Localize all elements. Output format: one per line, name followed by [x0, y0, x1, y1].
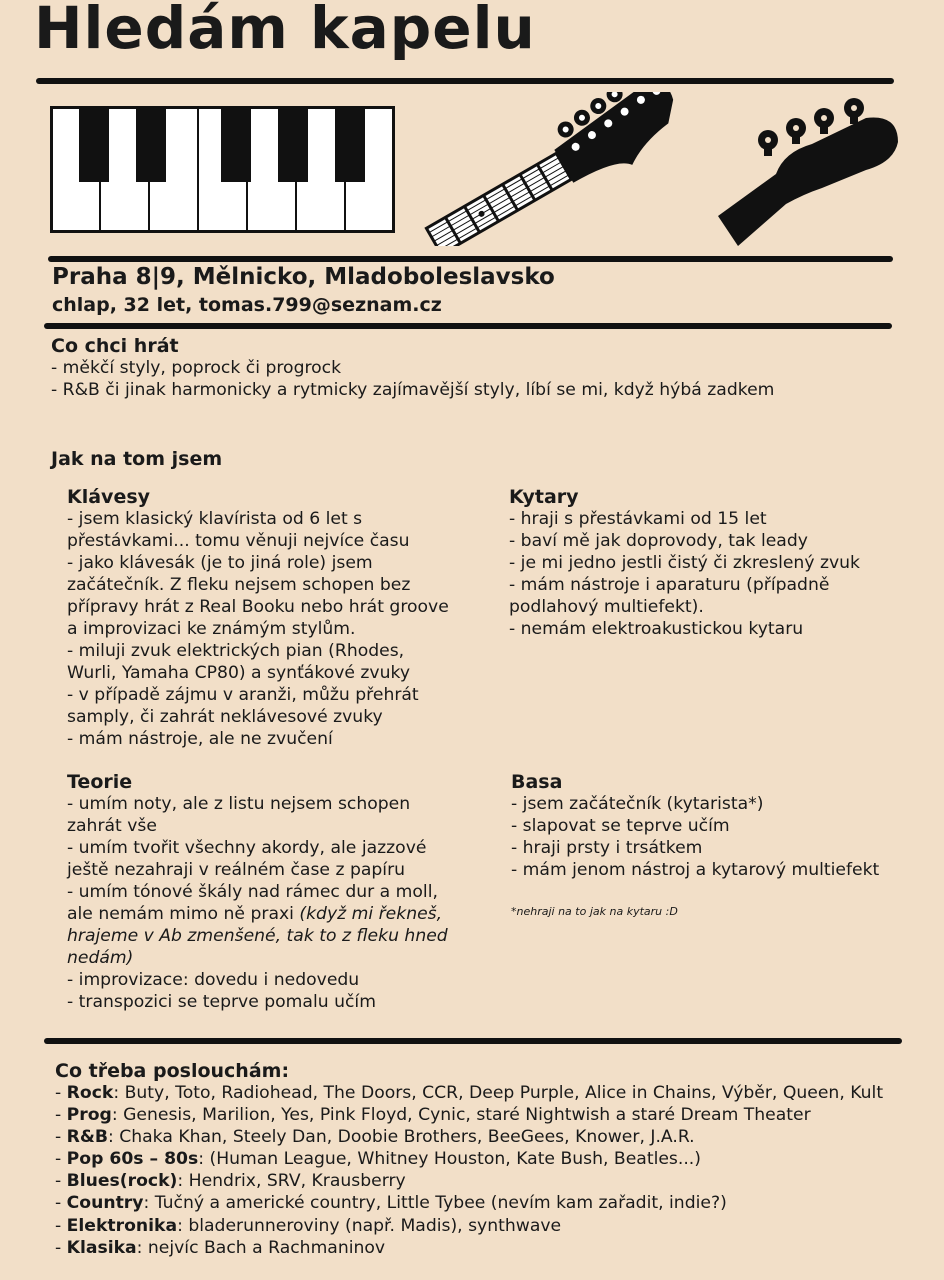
keys-line: - mám nástroje, ale ne zvučení — [67, 729, 333, 749]
bass-footnote: *nehraji na to jak na kytaru :D — [511, 905, 678, 918]
keys-line: přípravy hrát z Real Booku nebo hrát groove — [67, 597, 449, 617]
divider-4 — [44, 1038, 902, 1044]
guitars-line: podlahový multiefekt). — [509, 597, 704, 617]
keys-line: Wurli, Yamaha CP80) a synťákové zvuky — [67, 663, 411, 683]
top-divider — [36, 78, 894, 84]
bass-line: - slapovat se teprve učím — [511, 816, 730, 836]
guitars-heading: Kytary — [509, 486, 579, 508]
theory-line: - improvizace: dovedu i nedovedu — [67, 970, 360, 990]
genre-label: Prog — [66, 1105, 112, 1126]
theory-line: - umím noty, ale z listu nejsem schopen — [67, 794, 411, 814]
keys-line: začátečník. Z fleku nejsem schopen bez — [67, 575, 411, 595]
skills-heading: Jak na tom jsem — [51, 448, 223, 470]
theory-line: - umím tvořit všechny akordy, ale jazzové — [67, 838, 427, 858]
listening-item: - Prog: Genesis, Marilion, Yes, Pink Floyd, Cynic, staré Nightwish a staré Dream Theater — [55, 1105, 811, 1126]
genre-artists: : Tučný a americké country, Little Tybee (nevím kam zařadit, indie?) — [143, 1193, 727, 1214]
listening-item: - R&B: Chaka Khan, Steely Dan, Doobie Brothers, BeeGees, Knower, J.A.R. — [55, 1127, 695, 1148]
keys-line: a improvizaci ke známým stylům. — [67, 619, 356, 639]
want-line: - R&B či jinak harmonicky a rytmicky zajímavější styly, líbí se mi, když hýbá zadkem — [51, 380, 775, 400]
genre-label: Pop 60s – 80s — [66, 1149, 199, 1170]
want-heading: Co chci hrát — [51, 335, 179, 357]
genre-artists: : Buty, Toto, Radiohead, The Doors, CCR, Deep Purple, Alice in Chains, Výběr, Queen, Kult — [113, 1083, 884, 1103]
listening-item: - Klasika: nejvíc Bach a Rachmaninov — [55, 1237, 386, 1258]
theory-line-plain: ale nemám mimo ně praxi — [67, 904, 300, 924]
theory-section — [67, 771, 448, 1013]
genre-artists: : Chaka Khan, Steely Dan, Doobie Brothers, BeeGees, Knower, J.A.R. — [108, 1127, 695, 1148]
bass-line: - hraji prsty i trsátkem — [511, 838, 703, 858]
genre-label: Rock — [66, 1083, 114, 1103]
theory-line-italic: (když mi řekneš, — [299, 904, 443, 924]
want-section — [51, 335, 774, 401]
divider-3 — [44, 323, 892, 329]
theory-line: - transpozici se teprve pomalu učím — [67, 992, 376, 1012]
theory-line: ještě nezahraji v reálném čase z papíru — [67, 860, 406, 880]
genre-label: Elektronika — [66, 1215, 178, 1236]
theory-italic-line: nedám) — [67, 948, 134, 968]
listening-heading: Co třeba poslouchám: — [55, 1060, 290, 1082]
genre-label: R&B — [66, 1127, 108, 1148]
genre-artists: : Hendrix, SRV, Krausberry — [177, 1171, 406, 1192]
bass-heading: Basa — [511, 771, 563, 793]
genre-artists: : bladerunneroviny (např. Madis), synthwave — [177, 1215, 562, 1236]
listening-item: - Elektronika: bladerunneroviny (např. Madis), synthwave — [55, 1215, 562, 1236]
listening-section — [55, 1060, 883, 1259]
guitars-line: - je mi jedno jestli čistý či zkreslený zvuk — [509, 553, 861, 573]
theory-line: zahrát vše — [67, 816, 157, 836]
keys-line: - jsem klasický klavírista od 6 let s — [67, 509, 363, 529]
bass-section — [511, 771, 879, 881]
keys-heading: Klávesy — [67, 486, 151, 508]
guitars-line: - mám nástroje i aparaturu (případně — [509, 575, 830, 595]
listening-item: - Blues(rock): Hendrix, SRV, Krausberry — [55, 1171, 406, 1192]
contact-info: chlap, 32 let, tomas.799@seznam.cz — [52, 294, 442, 316]
guitars-line: - nemám elektroakustickou kytaru — [509, 619, 804, 639]
genre-artists: : (Human League, Whitney Houston, Kate Bush, Beatles...) — [198, 1149, 701, 1170]
keys-line: - v případě zájmu v aranži, můžu přehrát — [67, 685, 419, 705]
genre-label: Klasika — [66, 1237, 137, 1258]
genre-label: Country — [66, 1193, 144, 1214]
listening-item: - Country: Tučný a americké country, Little Tybee (nevím kam zařadit, indie?) — [55, 1193, 727, 1214]
guitars-line: - hraji s přestávkami od 15 let — [509, 509, 767, 529]
keys-line: samply, či zahrát neklávesové zvuky — [67, 707, 383, 727]
theory-line-mixed — [67, 903, 448, 925]
keys-section — [67, 486, 449, 750]
bass-headstock-icon — [716, 96, 902, 248]
keys-line: přestávkami... tomu věnuji nejvíce času — [67, 531, 410, 551]
theory-heading: Teorie — [67, 771, 133, 793]
listening-item: - Pop 60s – 80s: (Human League, Whitney Houston, Kate Bush, Beatles...) — [55, 1149, 701, 1170]
keys-line: - miluji zvuk elektrických pian (Rhodes, — [67, 641, 405, 661]
listening-item: - Rock: Buty, Toto, Radiohead, The Doors, CCR, Deep Purple, Alice in Chains, Výběr, Queen, Kult — [55, 1083, 884, 1103]
theory-italic-line: hrajeme v Ab zmenšené, tak to z fleku hned — [67, 926, 448, 946]
genre-artists: : nejvíc Bach a Rachmaninov — [136, 1237, 386, 1258]
bass-line: - mám jenom nástroj a kytarový multiefekt — [511, 860, 880, 880]
divider-2 — [48, 256, 893, 262]
genre-artists: : Genesis, Marilion, Yes, Pink Floyd, Cynic, staré Nightwish a staré Dream Theater — [111, 1105, 811, 1126]
guitar-neck-icon — [414, 92, 680, 246]
theory-line: - umím tónové škály nad rámec dur a moll, — [67, 882, 438, 902]
bass-line: - jsem začátečník (kytarista*) — [511, 794, 764, 814]
want-line: - měkčí styly, poprock či progrock — [51, 358, 342, 378]
guitars-section — [509, 486, 860, 640]
page-title: Hledám kapelu — [34, 0, 536, 62]
guitars-line: - baví mě jak doprovody, tak leady — [509, 531, 808, 551]
keys-line: - jako klávesák (je to jiná role) jsem — [67, 553, 373, 573]
location: Praha 8|9, Mělnicko, Mladoboleslavsko — [52, 264, 555, 290]
piano-keys-icon — [50, 106, 396, 234]
genre-label: Blues(rock) — [66, 1171, 178, 1192]
